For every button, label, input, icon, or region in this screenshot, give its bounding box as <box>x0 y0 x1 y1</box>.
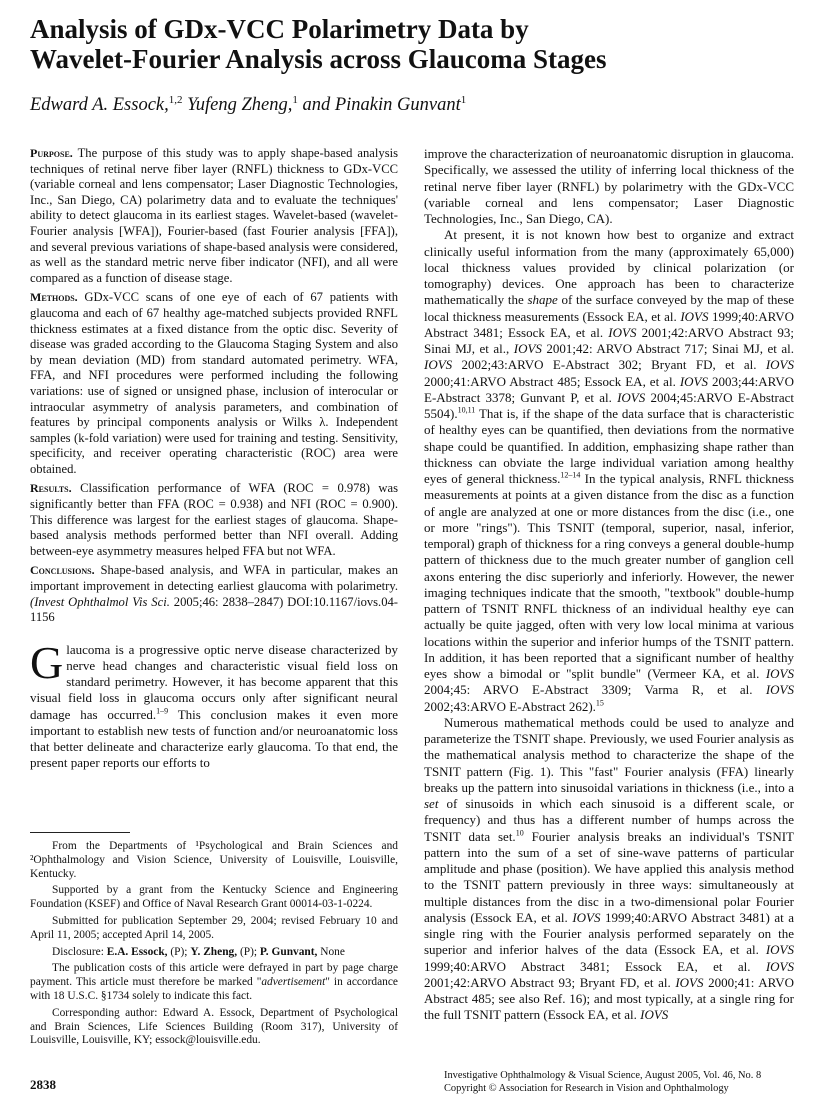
journal-abbrev: IOVS <box>675 974 704 990</box>
footnote-disclosure <box>30 946 398 960</box>
disclosure-author-2: Y. Zheng, <box>190 945 238 958</box>
footnote-affiliations: From the Departments of ¹Psychological and Brain Sciences and ²Ophthalmology and Vision Science, University of Louisville, Louisville, Kentucky. <box>30 840 398 880</box>
disclosure-code-1: (P); <box>170 945 188 958</box>
purpose-heading: Purpose. <box>30 146 73 160</box>
page-number: 2838 <box>30 1077 56 1092</box>
journal-abbrev: IOVS <box>765 666 794 681</box>
author-2-affiliation: 1 <box>292 93 298 106</box>
author-1-affiliation: 1,2 <box>168 93 183 106</box>
p3-text-g: 2000;41: ARVO Abstract 485; see also Ref. 16); and most typically, at a single ring for the full TSNIT pattern (Essock EA, et al. <box>424 974 794 1023</box>
body-paragraph-2 <box>424 227 794 715</box>
body-paragraph-1: improve the characterization of neuroanatomic disruption in glaucoma. Specifically, we assessed the utility of inferring local thickness of the retinal nerve fiber layer (RNFL) by polarimetry with the GDx-VCC (variable corneal and lens compensator; Laser Diagnostic Technologies, Inc., San Diego, CA). <box>424 146 794 226</box>
author-2: Yufeng Zheng, <box>187 95 293 115</box>
right-column <box>424 146 794 1024</box>
journal-abbrev: IOVS <box>679 373 708 389</box>
author-1: Edward A. Essock, <box>30 95 169 115</box>
journal-abbrev: IOVS <box>765 682 794 698</box>
p2-text-j: That is, if the shape of the data surface that is characteristic of healthy eyes can be quantified, then deviations from the normative shape could be quantified. In addition, emphasizing shape rather than thickness can obviate the large individual variation among healthy eyes of general thickness. <box>424 406 794 486</box>
drop-cap: G <box>30 636 64 688</box>
disclosure-author-3: P. Gunvant, <box>259 945 318 958</box>
journal-abbrev: IOVS <box>765 357 795 373</box>
footnote-funding: Supported by a grant from the Kentucky Science and Engineering Foundation (KSEF) and Office of Naval Research Grant 00014-03-1-0224. <box>30 884 398 911</box>
conclusions-heading: Conclusions. <box>30 563 95 578</box>
purpose-text: The purpose of this study was to apply shape-based analysis techniques of retinal nerve fiber layer (RNFL) thickness to GDx-VCC (variable corneal and lens compensator; Laser Diagnostic Technologies, Inc., San Diego, CA) polarimetry data and to evaluate the techniques' ability to detect glaucoma in its earliest stages. Wavelet-based (wavelet-Fourier analysis [WFA]), Fourier-based (fast Fourier analysis [FFA]), and several previous variations of shape-based analysis were considered, as well as the standard metric nerve fiber indicator (NFI), and all were compared as a function of disease stage. <box>30 146 398 285</box>
journal-abbrev: IOVS <box>424 357 453 373</box>
author-conjunction: and <box>302 95 331 115</box>
p2-citation-1: 10,11 <box>457 405 476 415</box>
title-line-1: Analysis of GDx-VCC Polarimetry Data by <box>30 14 529 44</box>
journal-abbrev: IOVS <box>617 389 646 405</box>
journal-abbrev: IOVS <box>513 341 542 356</box>
p2-text-e: 2001;42: ARVO Abstract 717; Sinai MJ, et al. <box>546 341 794 356</box>
disclosure-code-3: None <box>320 945 345 958</box>
journal-abbrev: IOVS <box>640 1007 669 1023</box>
disclosure-label: Disclosure: <box>52 945 104 958</box>
footnote-dates: Submitted for publication September 29, 2004; revised February 10 and April 11, 2005; accepted April 14, 2005. <box>30 914 398 941</box>
methods-heading: Methods. <box>30 290 78 305</box>
author-list <box>30 94 810 116</box>
body-paragraph-3 <box>424 715 794 1024</box>
journal-citation: Investigative Ophthalmology & Visual Science, August 2005, Vol. 46, No. 8 <box>444 1070 762 1081</box>
p3-text-f: 2001;42:ARVO Abstract 93; Bryant FD, et al. <box>424 974 671 990</box>
p3-text-c: Fourier analysis breaks an individual's TSNIT pattern into the sum of a set of sine-wave patterns of particular amplitude and phase (position). We have applied this analysis method to the TSNIT pattern previously in three ways: simultaneously at multiple distances from the disc in a two-dimensional polar Fourier analysis (Essock EA, et al. <box>424 828 794 925</box>
conclusions-text: Shape-based analysis, and WFA in particular, makes an important improvement in detecting earliest glaucoma with polarimetry. <box>30 563 398 594</box>
p3-text-e: 1999;40:ARVO Abstract 3481; Essock EA, et al. <box>424 958 751 974</box>
journal-copyright: Copyright © Association for Research in Vision and Ophthalmology <box>444 1082 729 1094</box>
p2-shape-italic: shape <box>527 292 558 308</box>
journal-abbrev: IOVS <box>680 308 709 324</box>
intro-citation: 1–9 <box>156 706 169 716</box>
disclosure-code-2: (P); <box>239 945 258 958</box>
p2-text-g: 2000;41:ARVO Abstract 485; Essock EA, et al. <box>424 373 676 389</box>
author-3: Pinakin Gunvant <box>334 95 461 115</box>
journal-abbrev: IOVS <box>572 909 601 925</box>
methods-text: GDx-VCC scans of one eye of each of 67 patients with glaucoma and each of 67 healthy age-matched subjects provided RNFL thickness estimates at a fixed distance from the optic disc. Severity of disease was graded according to the Glaucoma Staging System and also by mean deviation (MD) from standard automated perimetry. WFA, FFA, and NFI procedures were performed including the following variations: use of signed or unsigned phase, inclusion of interocular or intraocular asymmetry of analysis parameters, and combination of features by principal components analysis or Wilks λ. Independent samples (k-fold variation) were used for training and testing. Sensitivity, specificity, and receiver operating characteristic (ROC) area were obtained. <box>30 290 398 476</box>
p2-citation-3: 15 <box>595 698 604 708</box>
abstract-purpose <box>30 146 398 286</box>
abstract-methods <box>30 290 398 477</box>
costs-text-b: " in accordance with 18 U.S.C. §1734 solely to indicate this fact. <box>30 976 398 1002</box>
p3-text-a: Numerous mathematical methods could be used to analyze and parameterize the TSNIT shape. Previously, we used Fourier analysis as the mathematical analysis method to characterize the shape of the TSNIT pattern (Fig. 1). This "fast" Fourier analysis (FFA) linearly breaks up the pattern into sinusoidal variations in thickness (i.e., into a <box>424 714 794 795</box>
p2-text-m: 2002;43:ARVO E-Abstract 262). <box>424 698 596 714</box>
costs-text-a: The publication costs of this article were defrayed in part by page charge payment. This article must therefore be marked " <box>30 962 398 989</box>
citation-details: 2005;46: 2838–2847) DOI:10.1167/iovs.04-1156 <box>30 594 398 625</box>
disclosure-author-1: E.A. Essock, <box>106 945 168 958</box>
footnote-divider <box>30 832 130 833</box>
p2-text-b: of the surface conveyed by the map of these local thickness measurements (Essock EA, et al. <box>424 292 795 324</box>
results-heading: Results. <box>30 481 72 496</box>
footnote-publication-costs <box>30 962 398 1003</box>
article-title <box>30 14 810 74</box>
p2-text-h: 2003;44:ARVO E-Abstract 3378; Gunvant P, et al. <box>424 373 795 405</box>
footnotes <box>30 840 398 1051</box>
citation-journal: (Invest Ophthalmol Vis Sci. <box>30 594 170 609</box>
author-3-affiliation: 1 <box>460 93 467 106</box>
p2-text-f: 2002;43:ARVO E-Abstract 302; Bryant FD, et al. <box>461 357 757 373</box>
journal-footer <box>444 1070 794 1095</box>
title-line-2: Wavelet-Fourier Analysis across Glaucoma Stages <box>30 44 607 74</box>
intro-paragraph <box>30 636 398 772</box>
results-text: Classification performance of WFA (ROC = 0.978) was significantly better than FFA (ROC = 0.938) and NFI (ROC = 0.900). This difference was largest for the earliest stages of glaucoma. Shape-based analysis methods performed better than NFI overall. Adding between-eye asymmetry measures helped FFA but not WFA. <box>30 481 398 558</box>
p3-citation-1: 10 <box>515 828 524 838</box>
journal-abbrev: IOVS <box>765 942 794 958</box>
left-column <box>30 146 398 771</box>
p3-text-d: 1999;40:ARVO Abstract 3481) at a single ring with the Fourier analysis performed separately on the superior and inferior halves of the data (Essock EA, et al. <box>424 909 795 958</box>
journal-abbrev: IOVS <box>765 958 795 974</box>
intro-text: laucoma is a progressive optic nerve disease characterized by nerve head changes and characteristic visual field loss on standard perimetry. However, it has become apparent that this visual field loss in glaucoma occurs only after significant neural damage has occurred. <box>30 641 398 722</box>
footnote-corresponding-author: Corresponding author: Edward A. Essock, Department of Psychological and Brain Sciences, Life Sciences Building (Room 317), University of Louisville, Louisville, KY; essock@louisville.edu. <box>30 1006 398 1047</box>
p2-citation-2: 12–14 <box>560 470 581 480</box>
p3-set-italic: set <box>424 796 439 811</box>
p2-text-a: At present, it is not known how best to organize and extract clinically useful information from the many (approximately 65,000) local thickness values provided by clinical polarization (or tomography) devices. One approach has been to characterize mathematically the <box>424 227 794 308</box>
p3-text-b: of sinusoids in which each sinusoid is a different scale, or frequency) and thus has a different number of humps across the TSNIT data set. <box>424 796 795 844</box>
costs-advertisement: advertisement <box>261 976 326 989</box>
p2-text-d: 2001;42:ARVO Abstract 93; Sinai MJ, et al., <box>424 324 795 356</box>
abstract-conclusions <box>30 563 398 625</box>
intro-text-2: This conclusion makes it even more important to establish new tests of function and/or neuroanatomic loss that better delineate and characterize early glaucoma. To that end, the present paper reports our efforts to <box>30 706 398 771</box>
p2-text-i: 2004;45:ARVO E-Abstract 5504). <box>424 389 794 421</box>
p2-text-c: 1999;40:ARVO Abstract 3481; Essock EA, et al. <box>424 308 795 340</box>
p2-text-l: 2004;45: ARVO E-Abstract 3309; Varma R, et al. <box>424 682 753 698</box>
journal-abbrev: IOVS <box>608 324 637 340</box>
p2-text-k: In the typical analysis, RNFL thickness measurements at points at a given distance from the disc as a function of angle are analyzed at one or more distances from the disc (i.e., one or more "rings"). This TSNIT (temporal, superior, nasal, inferior, temporal) graph of thickness for a ring conveys a general double-hump pattern of thickness due to the much greater number of ganglion cell axons entering the disc superiorly and inferiorly. However, the newer imaging techniques indicate that the smooth, "textbook" double-hump pattern of TSNIT RNFL thickness of an individual healthy eye can actually be quite jagged, often with very low local minima at various locations within the superior and inferior humps of the TSNIT pattern. In addition, it has been reported that a significant number of healthy eyes show a bimodal or "split bundle" (Vermeer KA, et al. <box>424 471 794 681</box>
abstract-results <box>30 481 398 559</box>
